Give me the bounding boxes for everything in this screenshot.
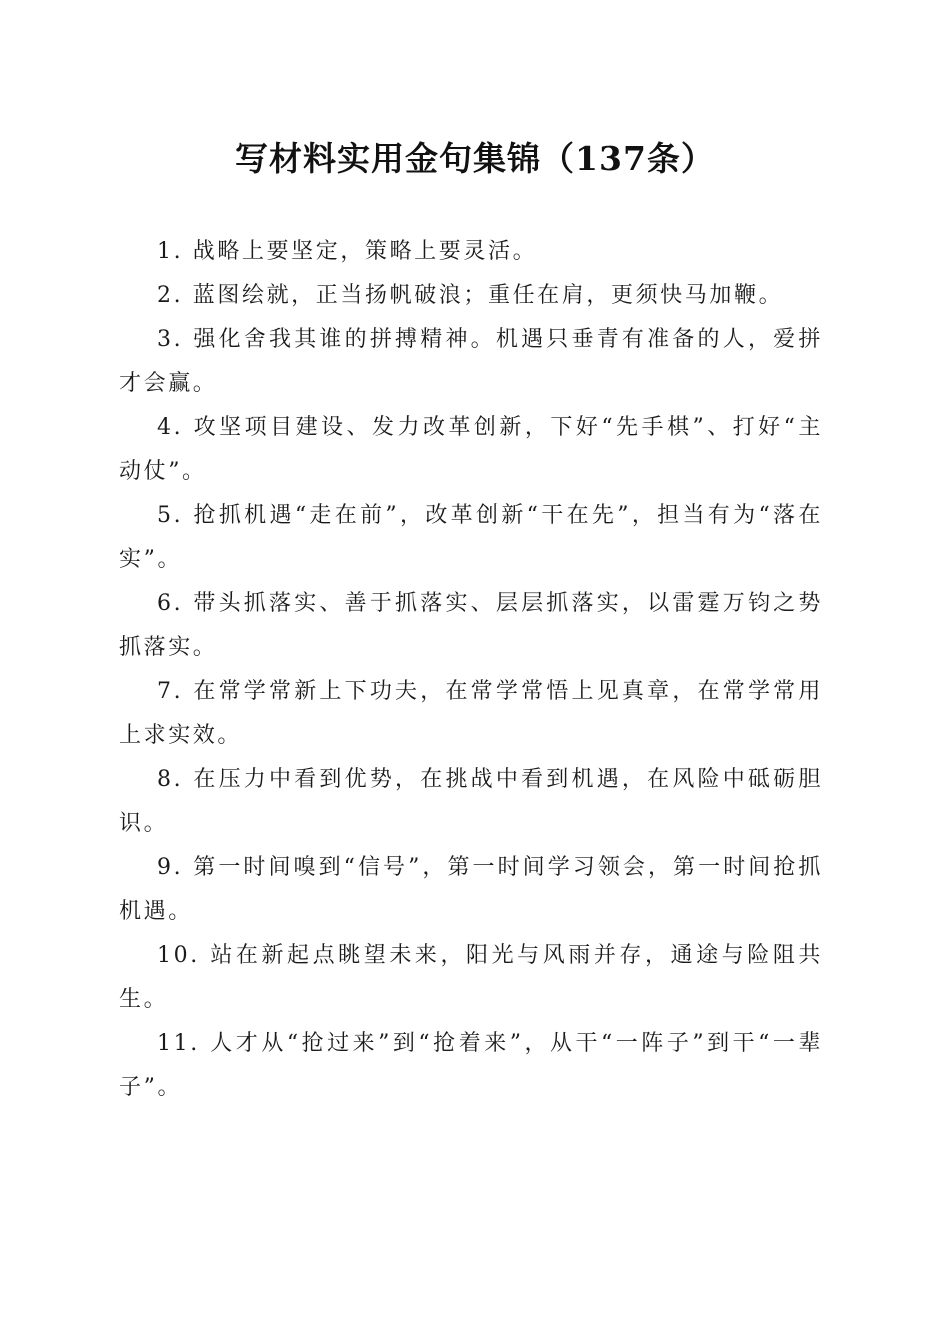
quote-item-1: 1. 战略上要坚定，策略上要灵活。	[157, 239, 538, 264]
quote-item-6: 6. 带头抓落实、善于抓落实、层层抓落实，以雷霆万钧之势抓落实。	[119, 591, 823, 660]
quote-item-3: 3. 强化舍我其谁的拼搏精神。机遇只垂青有准备的人，爱拼才会赢。	[119, 327, 823, 396]
quote-item-7: 7. 在常学常新上下功夫，在常学常悟上见真章，在常学常用上求实效。	[119, 679, 823, 748]
quote-item-5: 5. 抢抓机遇“走在前”，改革创新“干在先”，担当有为“落在实”。	[119, 503, 823, 572]
quote-item-9: 9. 第一时间嗅到“信号”，第一时间学习领会，第一时间抢抓机遇。	[119, 855, 823, 924]
quote-item-2: 2. 蓝图绘就，正当扬帆破浪；重任在肩，更须快马加鞭。	[157, 283, 784, 308]
quote-item-4: 4. 攻坚项目建设、发力改革创新，下好“先手棋”、打好“主动仗”。	[119, 415, 823, 484]
quote-item-8: 8. 在压力中看到优势，在挑战中看到机遇，在风险中砥砺胆识。	[119, 767, 823, 836]
document-title: 写材料实用金句集锦（137条）	[235, 139, 715, 178]
quote-item-11: 11. 人才从“抢过来”到“抢着来”，从干“一阵子”到干“一辈子”。	[119, 1031, 823, 1100]
quote-list	[119, 230, 823, 1110]
quote-item-10: 10. 站在新起点眺望未来，阳光与风雨并存，通途与险阻共生。	[119, 943, 823, 1012]
